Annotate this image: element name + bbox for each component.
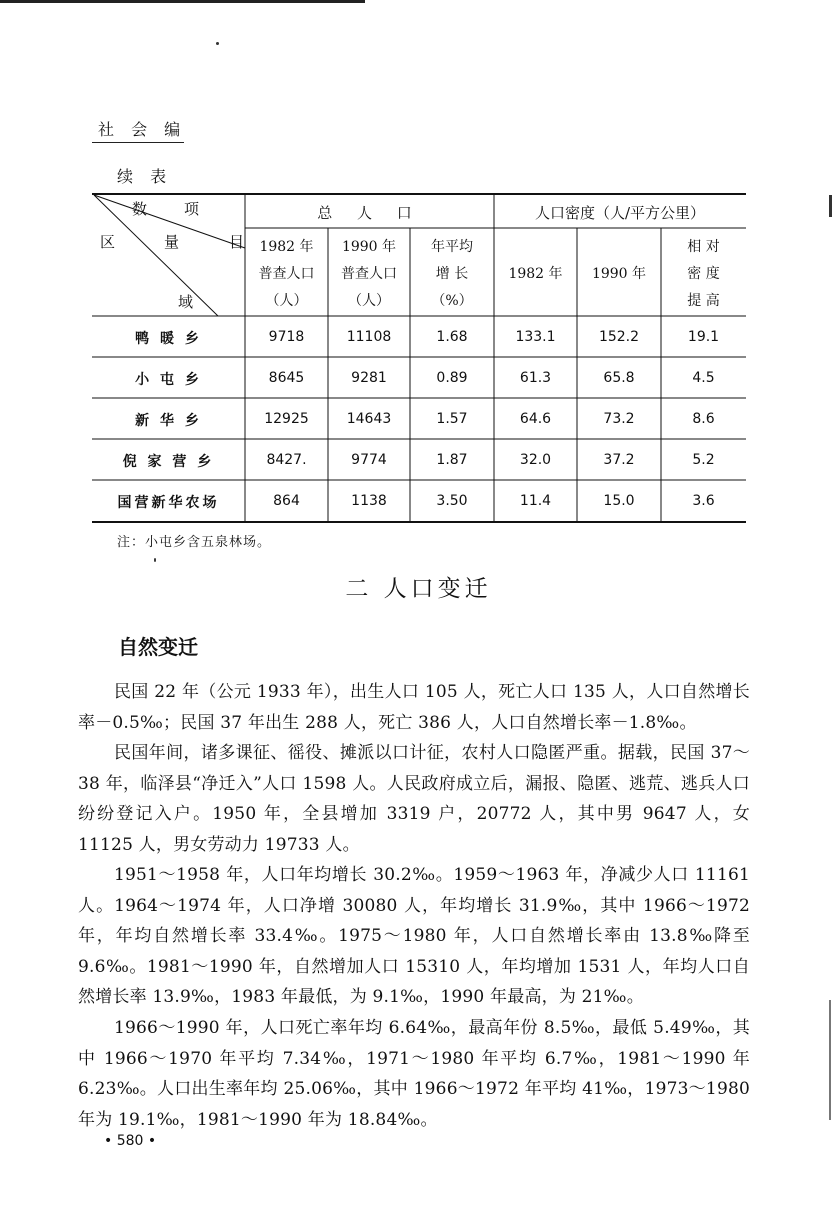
table-cell: 32.0	[519, 452, 552, 468]
corner-label-1: 数	[132, 200, 148, 218]
table-cell: 37.2	[603, 452, 635, 468]
table-cell: 15.0	[603, 493, 635, 509]
group-header-density: 人口密度（人/平方公里）	[534, 204, 706, 222]
row-name-cell: 鸭 暖 乡	[135, 331, 202, 347]
scan-speck	[154, 558, 156, 562]
table-cell: 64.6	[519, 411, 552, 427]
table-continued-label: 续 表	[117, 167, 173, 186]
group-header-total-population: 总 人 口	[317, 204, 422, 222]
corner-label-6: 域	[178, 293, 194, 311]
table-cell: 8645	[268, 370, 305, 386]
row-name-cell: 小 屯 乡	[135, 372, 202, 388]
col-header-density-1990: 1990 年	[591, 266, 647, 282]
table-note: 注：小屯乡含五泉林场。	[117, 535, 272, 550]
section-title: 二 人口变迁	[345, 576, 492, 602]
col-header-1982-census: 1982 年 普查人口 （人）	[258, 239, 315, 309]
table-cell: 9281	[351, 370, 387, 386]
running-head: 社 会 编	[98, 120, 187, 139]
table-cell: 1.57	[436, 411, 468, 427]
row-name-cell: 倪 家 营 乡	[122, 454, 215, 470]
corner-label-5: 目	[229, 233, 245, 251]
scan-top-edge-line	[0, 0, 365, 3]
paragraph-2: 民国年间，诸多课征、徭役、摊派以口计征，农村人口隐匿严重。据载，民国 37～38 年，临泽县“净迁入”人口 1598 人。人民政府成立后，漏报、隐匿、逃荒、逃兵人口纷纷登记入户。1950 年，全县增加 3319 户，20772 人，其中男 9647 人，女 11125 人，男女劳动力 19733 人。	[78, 743, 750, 855]
row-name-cell: 国营新华农场	[117, 495, 220, 511]
table-cell: 61.3	[519, 370, 552, 386]
table-cell: 5.2	[692, 452, 715, 468]
paragraph-1: 民国 22 年（公元 1933 年），出生人口 105 人，死亡人口 135 人，人口自然增长率－0.5‰；民国 37 年出生 288 人，死亡 386 人，人口自然增长率－1.8‰。	[78, 682, 750, 733]
corner-label-4: 量	[164, 233, 180, 251]
col-header-density-1982: 1982 年	[508, 266, 563, 282]
table-cell: 65.8	[603, 370, 635, 386]
table-cell: 3.50	[436, 493, 468, 509]
table-cell: 19.1	[687, 329, 720, 345]
subsection-title: 自然变迁	[118, 635, 198, 659]
corner-label-2: 项	[184, 200, 200, 218]
table-cell: 133.1	[515, 329, 556, 345]
table-cell: 0.89	[436, 370, 468, 386]
table-cell: 11108	[346, 329, 392, 345]
table-cell: 3.6	[692, 493, 715, 509]
table-cell: 8.6	[692, 411, 715, 427]
col-header-annual-growth: 年平均 增 长 （%）	[431, 239, 473, 309]
table-cell: 12925	[264, 411, 309, 427]
table-cell: 4.5	[692, 370, 715, 386]
scan-right-edge-shadow	[829, 1000, 831, 1120]
table-cell: 9718	[268, 329, 305, 345]
population-table	[92, 193, 746, 523]
table-cell: 14643	[346, 411, 392, 427]
page-number: • 580 •	[104, 1133, 157, 1149]
table-cell: 1138	[351, 493, 387, 509]
table-cell: 11.4	[519, 493, 552, 509]
table-cell: 8427.	[266, 452, 307, 468]
table-cell: 1.87	[436, 452, 468, 468]
corner-label-3: 区	[100, 233, 116, 251]
table-cell: 864	[273, 493, 300, 509]
table-cell: 73.2	[603, 411, 635, 427]
scan-right-edge-mark	[829, 195, 832, 217]
col-header-relative-density: 相 对 密 度 提 高	[687, 239, 720, 309]
scan-speck	[216, 42, 219, 45]
table-cell: 152.2	[598, 329, 640, 345]
running-head-rule	[92, 142, 184, 143]
table-cell: 9774	[351, 452, 387, 468]
paragraph-3: 1951～1958 年，人口年均增长 30.2‰。1959～1963 年，净减少人口 11161 人。1964～1974 年，人口净增 30080 人，年均增长 31.9‰，其中 1966～1972 年，年均自然增长率 33.4‰。1975～1980 年，人口自然增长率由 13.8‰降至 9.6‰。1981～1990 年，自然增加人口 15310 人，年均增加 1531 人，年均人口自然增长率 13.9‰，1983 年最低，为 9.1‰，1990 年最高，为 21‰。	[78, 865, 750, 1008]
col-header-1990-census: 1990 年 普查人口 （人）	[341, 239, 397, 309]
paragraph-4: 1966～1990 年，人口死亡率年均 6.64‰，最高年份 8.5‰，最低 5.49‰，其中 1966～1970 年平均 7.34‰，1971～1980 年平均 6.7‰，1981～1990 年 6.23‰。人口出生率年均 25.06‰，其中 1966～1972 年平均 41‰，1973～1980 年为 19.1‰，1981～1990 年为 18.84‰。	[78, 1018, 750, 1130]
row-name-cell: 新 华 乡	[135, 413, 202, 429]
table-cell: 1.68	[436, 329, 468, 345]
